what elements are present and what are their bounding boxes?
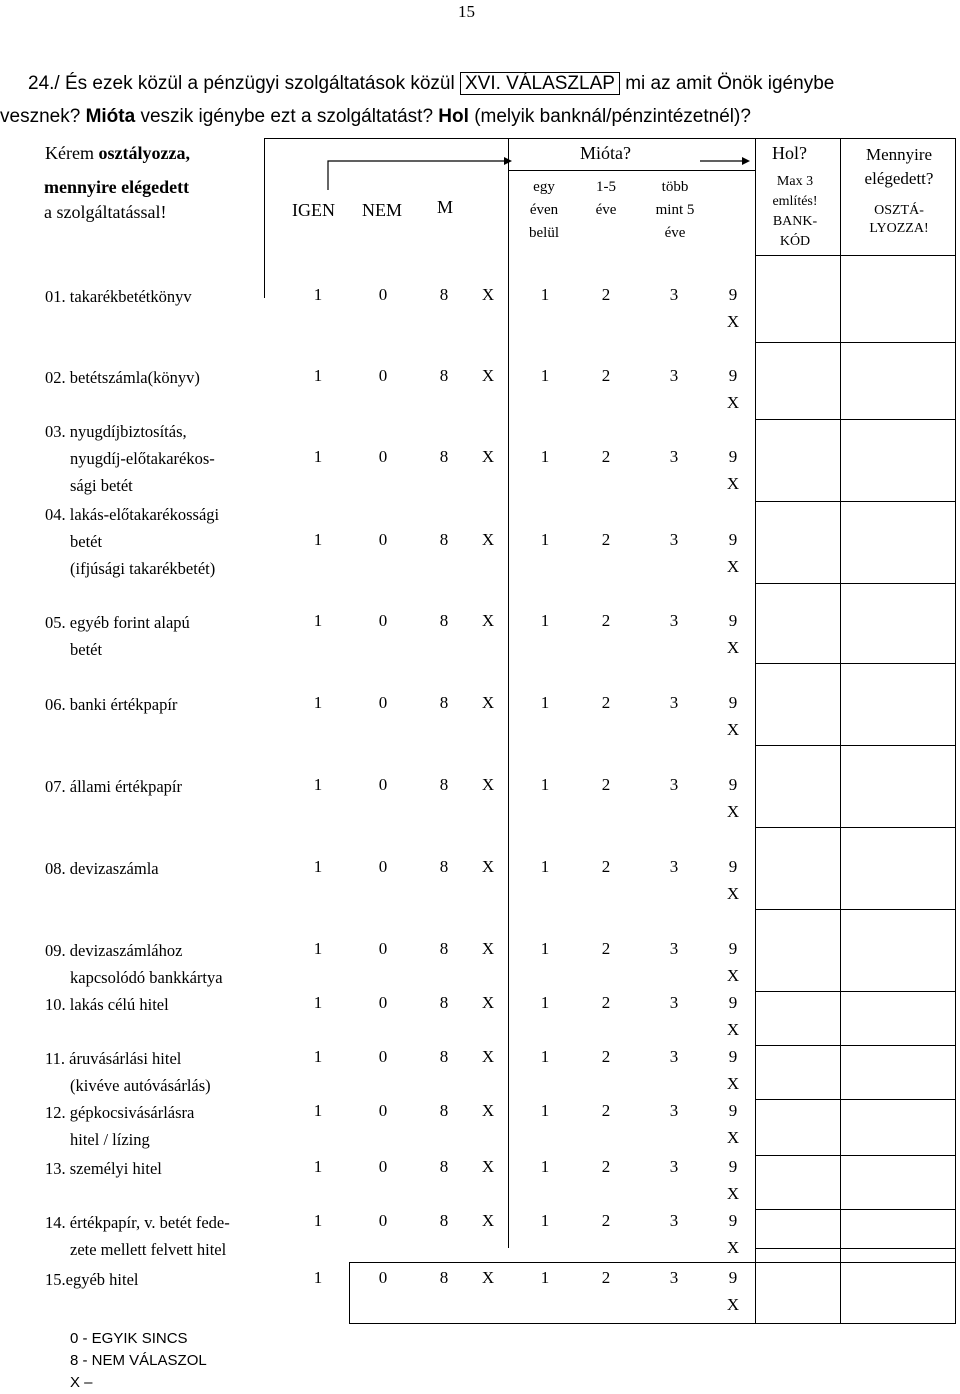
legend-8: 8 - NEM VÁLASZOL	[70, 1352, 207, 1369]
answer-code[interactable]: 1	[540, 693, 550, 712]
row-label-continuation: hitel / lízing	[70, 1130, 150, 1149]
answer-code[interactable]: 9	[728, 530, 738, 549]
answer-code[interactable]: 9	[728, 775, 738, 794]
hline-last-bottom	[349, 1323, 956, 1324]
header-oszta: OSZTÁ-	[874, 203, 924, 218]
answer-code[interactable]: 8	[439, 366, 449, 385]
answer-code[interactable]: 1	[540, 775, 550, 794]
answer-code[interactable]: 0	[378, 857, 388, 876]
question-miota-bold: Mióta	[85, 106, 136, 127]
hline-row	[755, 1099, 955, 1100]
answer-code[interactable]: 1	[540, 530, 550, 549]
answer-code[interactable]: 1	[313, 366, 323, 385]
hline-row	[755, 419, 955, 420]
header-nem: NEM	[362, 200, 402, 220]
hline-row	[755, 1045, 955, 1046]
answer-code[interactable]: 3	[669, 1101, 679, 1120]
answer-code[interactable]: 8	[439, 1268, 449, 1287]
header-m: M	[437, 197, 454, 217]
answer-code[interactable]: 9	[728, 1101, 738, 1120]
answer-code[interactable]: 3	[669, 857, 679, 876]
row-label-continuation: betét	[70, 532, 103, 551]
answer-code[interactable]: 9	[728, 1157, 738, 1176]
page-number: 15	[458, 2, 475, 21]
answer-code[interactable]: X	[481, 857, 495, 876]
answer-code[interactable]: X	[481, 366, 495, 385]
instruction-line-3: a szolgáltatással!	[44, 202, 167, 222]
bank-x-code[interactable]: X	[726, 1238, 740, 1257]
vline-last-hol-left	[755, 1248, 756, 1324]
row-label: 01. takarékbetétkönyv	[45, 287, 192, 306]
answer-code[interactable]: 3	[669, 1268, 679, 1287]
answer-code[interactable]: 1	[313, 447, 323, 466]
answer-code[interactable]: 2	[601, 1211, 611, 1230]
answer-code[interactable]: 2	[601, 447, 611, 466]
answer-code[interactable]: 2	[601, 1268, 611, 1287]
answer-code[interactable]: 1	[313, 1101, 323, 1120]
answer-code[interactable]: 8	[439, 1157, 449, 1176]
header-belul: belül	[529, 225, 559, 241]
answer-code[interactable]: 2	[601, 530, 611, 549]
answer-code[interactable]: 8	[439, 857, 449, 876]
header-mint-5: mint 5	[655, 202, 695, 218]
row-label: 03. nyugdíjbiztosítás,	[45, 422, 187, 441]
row-label: 15.egyéb hitel	[45, 1270, 139, 1289]
hline-row	[755, 342, 955, 343]
answer-code[interactable]: 3	[669, 1047, 679, 1066]
vline-last-left	[349, 1262, 350, 1324]
row-label: 10. lakás célú hitel	[45, 995, 169, 1014]
answer-code[interactable]: 2	[601, 611, 611, 630]
answer-code[interactable]: 1	[540, 285, 550, 304]
answer-code[interactable]: 1	[313, 1211, 323, 1230]
header-igen: IGEN	[292, 200, 335, 220]
answer-code[interactable]: 9	[728, 693, 738, 712]
header-even: éven	[529, 202, 559, 218]
answer-code[interactable]: 2	[601, 939, 611, 958]
bank-x-code[interactable]: X	[726, 1128, 740, 1147]
answer-code[interactable]: 2	[601, 857, 611, 876]
answer-code[interactable]: 2	[601, 775, 611, 794]
row-label-continuation: kapcsolódó bankkártya	[70, 968, 223, 987]
answer-code[interactable]: X	[481, 693, 495, 712]
answer-code[interactable]: X	[481, 530, 495, 549]
answer-code[interactable]: 0	[378, 939, 388, 958]
answer-code[interactable]: 0	[378, 1157, 388, 1176]
answer-code[interactable]: 0	[378, 447, 388, 466]
answer-code[interactable]: 1	[313, 1268, 323, 1287]
bank-x-code[interactable]: X	[726, 884, 740, 903]
answer-code[interactable]: 2	[601, 993, 611, 1012]
answer-code[interactable]: 9	[728, 611, 738, 630]
vline-hol-left	[755, 138, 756, 1248]
question-hol-bold: Hol	[438, 106, 469, 127]
answer-code[interactable]: 9	[728, 857, 738, 876]
answer-code[interactable]: 9	[728, 447, 738, 466]
answer-code[interactable]: 3	[669, 775, 679, 794]
header-mennyire-2: elégedett?	[864, 169, 934, 188]
hline-header-bottom	[755, 255, 955, 256]
answer-code[interactable]: 0	[378, 1268, 388, 1287]
answer-code[interactable]: 0	[378, 285, 388, 304]
answer-code[interactable]: 8	[439, 1211, 449, 1230]
row-label: 14. értékpapír, v. betét fede-	[45, 1213, 230, 1232]
header-kod: KÓD	[779, 234, 811, 249]
answer-code[interactable]: X	[481, 1211, 495, 1230]
answer-code[interactable]: X	[481, 1268, 495, 1287]
bank-x-code[interactable]: X	[726, 557, 740, 576]
answer-code[interactable]: 9	[728, 993, 738, 1012]
answer-code[interactable]: 1	[540, 366, 550, 385]
answer-code[interactable]: 2	[601, 1047, 611, 1066]
row-label: 05. egyéb forint alapú	[45, 613, 190, 632]
question-line2-suffix: (melyik banknál/pénzintézetnél)?	[474, 106, 751, 127]
answer-code[interactable]: X	[481, 285, 495, 304]
header-hol: Hol?	[772, 143, 807, 163]
answer-code[interactable]: 1	[313, 775, 323, 794]
hline-row	[755, 991, 955, 992]
answer-code[interactable]: 2	[601, 366, 611, 385]
answer-code[interactable]: 9	[728, 939, 738, 958]
header-tobb-eve: éve	[664, 225, 686, 241]
answer-code[interactable]: 1	[313, 530, 323, 549]
answer-code[interactable]: 3	[669, 530, 679, 549]
answer-code[interactable]: 1	[313, 1157, 323, 1176]
answer-code[interactable]: 0	[378, 1211, 388, 1230]
answer-code[interactable]: 0	[378, 693, 388, 712]
answer-code[interactable]: 3	[669, 1211, 679, 1230]
answer-code[interactable]: X	[481, 775, 495, 794]
answer-code[interactable]: 8	[439, 285, 449, 304]
question-line2-mid: veszik igénybe ezt a szolgáltatást?	[140, 106, 434, 127]
answer-code[interactable]: 2	[601, 1157, 611, 1176]
hline-miota	[508, 170, 755, 171]
answer-code[interactable]: X	[481, 611, 495, 630]
answer-code[interactable]: 8	[439, 1101, 449, 1120]
legend-x: X –	[70, 1374, 93, 1391]
bank-x-code[interactable]: X	[726, 1295, 740, 1314]
answer-code[interactable]: 8	[439, 775, 449, 794]
vline-last-hol-right	[840, 1248, 841, 1324]
row-label: 09. devizaszámlához	[45, 941, 183, 960]
answer-code[interactable]: X	[481, 939, 495, 958]
header-miota: Mióta?	[580, 143, 631, 163]
answer-code[interactable]: 1	[313, 1047, 323, 1066]
legend-0: 0 - EGYIK SINCS	[70, 1330, 188, 1347]
answer-code[interactable]: 1	[540, 1268, 550, 1287]
hline-row	[755, 1155, 955, 1156]
answer-code[interactable]: 0	[378, 993, 388, 1012]
bank-x-code[interactable]: X	[726, 474, 740, 493]
answer-code[interactable]: 1	[313, 693, 323, 712]
row-label-continuation: zete mellett felvett hitel	[70, 1240, 227, 1259]
bank-x-code[interactable]: X	[726, 966, 740, 985]
row-label-continuation: (ifjúsági takarékbetét)	[70, 559, 216, 578]
header-tobb: több	[661, 179, 689, 195]
answer-code[interactable]: X	[481, 993, 495, 1012]
answer-code[interactable]: 8	[439, 530, 449, 549]
instruction-plain: Kérem	[45, 143, 94, 163]
answer-code[interactable]: 3	[669, 611, 679, 630]
answer-code[interactable]: X	[481, 447, 495, 466]
row-label: 13. személyi hitel	[45, 1159, 162, 1178]
row-label: 04. lakás-előtakarékossági	[45, 505, 220, 524]
row-label: 07. állami értékpapír	[45, 777, 182, 796]
answer-code[interactable]: 8	[439, 693, 449, 712]
instruction-bold: osztályozza,	[98, 143, 190, 163]
answer-code[interactable]: 3	[669, 447, 679, 466]
row-label: 02. betétszámla(könyv)	[45, 368, 200, 387]
vline-miota-left	[508, 138, 509, 1248]
hline-row	[755, 663, 955, 664]
answer-code[interactable]: 3	[669, 1157, 679, 1176]
hline-top	[264, 138, 956, 139]
answer-code[interactable]: 1	[313, 993, 323, 1012]
answer-code[interactable]: 1	[313, 611, 323, 630]
answer-code[interactable]: 8	[439, 611, 449, 630]
hline-row	[755, 501, 955, 502]
answer-code[interactable]: 0	[378, 1047, 388, 1066]
answer-code[interactable]: 0	[378, 775, 388, 794]
header-lyozza: LYOZZA!	[869, 221, 929, 236]
answer-code[interactable]: 1	[313, 939, 323, 958]
header-egy: egy	[533, 179, 555, 195]
answer-code[interactable]: 0	[378, 611, 388, 630]
row-label: 11. áruvásárlási hitel	[45, 1049, 182, 1068]
answer-code[interactable]: 3	[669, 366, 679, 385]
answer-code[interactable]: 8	[439, 993, 449, 1012]
answer-code[interactable]: 0	[378, 530, 388, 549]
answer-code[interactable]: 0	[378, 1101, 388, 1120]
vline-label-left	[264, 138, 265, 298]
answer-code[interactable]: 1	[540, 939, 550, 958]
hline-row	[755, 827, 955, 828]
answer-code[interactable]: 1	[540, 1047, 550, 1066]
answer-code[interactable]: 1	[540, 1157, 550, 1176]
bank-x-code[interactable]: X	[726, 802, 740, 821]
legend	[70, 1328, 207, 1394]
header-emlites: említés!	[772, 194, 818, 209]
answer-code[interactable]: 1	[540, 1211, 550, 1230]
answer-code[interactable]: 3	[669, 939, 679, 958]
question-text-part2: mi az amit Önök igénybe	[625, 73, 835, 94]
answer-code[interactable]: 1	[540, 1101, 550, 1120]
row-label: 08. devizaszámla	[45, 859, 159, 878]
header-bank: BANK-	[772, 214, 818, 229]
row-label-continuation: betét	[70, 640, 103, 659]
answer-code[interactable]: 9	[728, 1268, 738, 1287]
row-label-continuation: sági betét	[70, 476, 133, 495]
answer-code[interactable]: X	[481, 1157, 495, 1176]
bank-x-code[interactable]: X	[726, 1184, 740, 1203]
bank-x-code[interactable]: X	[726, 720, 740, 739]
answer-code[interactable]: 2	[601, 1101, 611, 1120]
answer-code[interactable]: 1	[540, 447, 550, 466]
vline-hol-right	[840, 138, 841, 1248]
header-1-5: 1-5	[596, 179, 616, 195]
hline-row	[755, 1209, 955, 1210]
answer-code[interactable]: 9	[728, 1211, 738, 1230]
hline-row	[755, 909, 955, 910]
bank-x-code[interactable]: X	[726, 1020, 740, 1039]
row-label: 06. banki értékpapír	[45, 695, 178, 714]
answer-code[interactable]: X	[481, 1101, 495, 1120]
header-mennyire-1: Mennyire	[865, 145, 933, 164]
answer-code[interactable]: 2	[601, 285, 611, 304]
hline-row	[755, 1248, 955, 1249]
header-1-5-eve: éve	[595, 202, 617, 218]
question-line2-prefix: vesznek?	[0, 106, 81, 127]
hline-last-top	[349, 1262, 956, 1263]
bank-x-code[interactable]: X	[726, 393, 740, 412]
answer-code[interactable]: 8	[439, 1047, 449, 1066]
row-label-continuation: (kivéve autóvásárlás)	[70, 1076, 211, 1095]
answer-code[interactable]: 3	[669, 285, 679, 304]
answer-code[interactable]: 9	[728, 366, 738, 385]
answer-code[interactable]: 0	[378, 366, 388, 385]
bank-x-code[interactable]: X	[726, 1074, 740, 1093]
answer-code[interactable]: 1	[313, 285, 323, 304]
answer-code[interactable]: 9	[728, 285, 738, 304]
hline-row	[755, 583, 955, 584]
answer-code[interactable]: 3	[669, 993, 679, 1012]
bank-x-code[interactable]: X	[726, 312, 740, 331]
answer-code[interactable]: 3	[669, 693, 679, 712]
answer-sheet-reference: XVI. VÁLASZLAP	[460, 72, 620, 95]
answer-code[interactable]: 1	[540, 993, 550, 1012]
instruction-line-2: mennyire elégedett	[44, 177, 190, 197]
hline-row	[755, 745, 955, 746]
igen-to-miota-arrow	[0, 0, 960, 260]
answer-code[interactable]: X	[481, 1047, 495, 1066]
answer-code[interactable]: 8	[439, 447, 449, 466]
answer-code[interactable]: 1	[313, 857, 323, 876]
row-label-continuation: nyugdíj-előtakarékos-	[70, 449, 215, 468]
vline-right	[955, 138, 956, 1248]
question-number: 24./	[28, 73, 60, 94]
bank-x-code[interactable]: X	[726, 638, 740, 657]
answer-code[interactable]: 1	[540, 857, 550, 876]
answer-code[interactable]: 1	[540, 611, 550, 630]
header-max3: Max 3	[776, 174, 814, 189]
question-text-part1: És ezek közül a pénzügyi szolgáltatások közül	[64, 73, 455, 94]
row-label: 12. gépkocsivásárlásra	[45, 1103, 195, 1122]
answer-code[interactable]: 8	[439, 939, 449, 958]
answer-code[interactable]: 9	[728, 1047, 738, 1066]
vline-last-right	[955, 1248, 956, 1324]
answer-code[interactable]: 2	[601, 693, 611, 712]
